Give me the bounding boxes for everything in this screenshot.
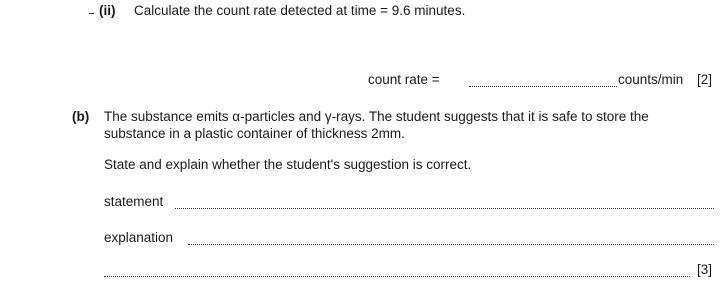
part-b-label: (b)	[72, 109, 90, 124]
part-b-marks: [3]	[697, 262, 713, 277]
count-rate-marks: [2]	[697, 72, 713, 87]
statement-label: statement	[104, 194, 164, 209]
part-b-instruction: State and explain whether the student's suggestion is correct.	[104, 157, 472, 172]
part-b-text-line2: substance in a plastic container of thickness 2mm.	[104, 126, 405, 141]
margin-mark	[89, 13, 94, 14]
part-b-text-line1: The substance emits α-particles and γ-rays. The student suggests that it is safe to store the	[104, 109, 649, 124]
count-rate-label: count rate =	[368, 72, 440, 87]
statement-answer-line[interactable]	[175, 208, 714, 209]
count-rate-unit: counts/min	[618, 72, 684, 87]
explanation-continuation-line[interactable]	[104, 276, 690, 277]
explanation-label: explanation	[104, 230, 174, 245]
part-ii-label: (ii)	[99, 3, 116, 18]
explanation-answer-line[interactable]	[188, 244, 714, 245]
count-rate-answer-line[interactable]	[469, 86, 617, 87]
part-ii-question: Calculate the count rate detected at time = 9.6 minutes.	[134, 3, 466, 18]
